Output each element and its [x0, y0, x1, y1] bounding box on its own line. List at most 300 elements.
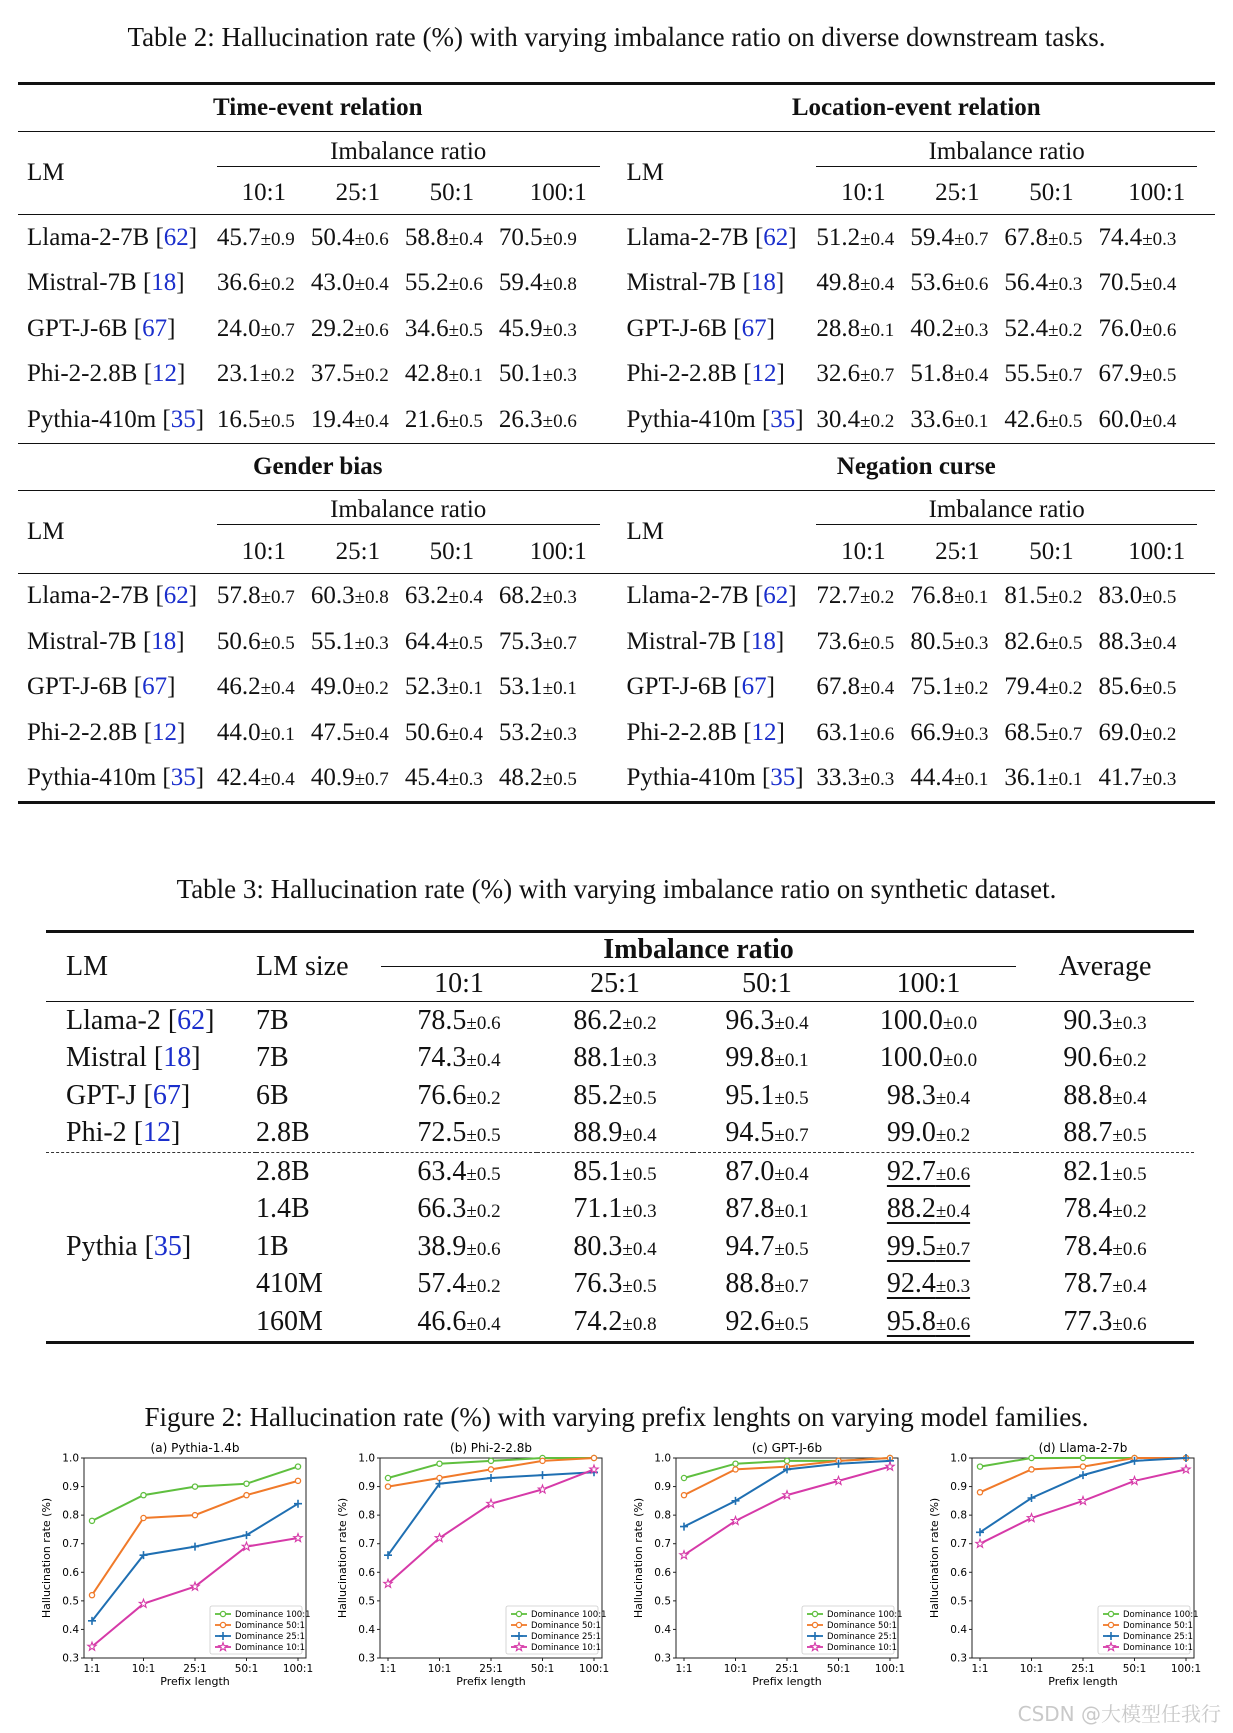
value-std: ±0.5 [1142, 365, 1177, 387]
value [725, 1231, 808, 1262]
value-mean: 24.0 [216, 314, 261, 342]
data-point [681, 1493, 686, 1498]
value-std: ±0.9 [260, 228, 295, 250]
ratio-header: 50:1 [429, 179, 475, 206]
table-row [46, 1115, 1194, 1153]
value-mean: 29.2 [310, 314, 355, 342]
value-mean: 76.8 [910, 582, 955, 610]
value-std: ±0.4 [466, 1050, 501, 1072]
citation-link[interactable]: 12 [143, 1117, 172, 1149]
legend-label: Dominance 100:1 [1123, 1610, 1199, 1620]
value-mean: 99.0 [886, 1117, 936, 1149]
value [573, 1306, 656, 1337]
citation-link[interactable]: 62 [763, 582, 789, 610]
x-tick-label: 50:1 [826, 1663, 851, 1675]
value-mean: 98.3 [886, 1079, 936, 1111]
value-std: ±0.3 [954, 319, 989, 341]
value-cell [217, 573, 311, 619]
value-std: ±0.0 [942, 1012, 978, 1034]
value-cell [693, 1077, 841, 1115]
value-std: ±0.2 [1048, 587, 1083, 609]
model-cell: Llama-2-7B [62] [618, 215, 817, 261]
data-point [244, 1493, 249, 1498]
value-mean: 63.4 [417, 1155, 467, 1187]
value-cell [311, 756, 405, 803]
value [573, 1080, 656, 1111]
value [725, 1156, 808, 1187]
value-mean: 53.6 [910, 269, 955, 297]
model-name: Pythia-410m [626, 405, 756, 433]
value-mean: 64.4 [404, 627, 449, 655]
value [417, 1306, 500, 1337]
table-row [18, 306, 1215, 352]
value-cell [217, 756, 311, 803]
value-cell [217, 665, 311, 711]
value-cell [1004, 710, 1098, 756]
table2 [18, 82, 1215, 804]
value-std: ±0.1 [1048, 769, 1083, 791]
citation-link[interactable]: 18 [163, 1042, 192, 1074]
lm-header: LM [618, 490, 817, 573]
data-point [977, 1490, 982, 1495]
value-cell [910, 261, 1004, 307]
legend-marker [220, 1622, 225, 1627]
average-cell [1016, 1191, 1194, 1229]
citation-link[interactable]: 62 [163, 582, 189, 610]
chart-title: (a) Pythia-1.4b [150, 1441, 240, 1455]
imbalance-ratio-header [816, 490, 1215, 531]
legend-label: Dominance 50:1 [827, 1621, 898, 1631]
value-mean: 71.1 [573, 1193, 623, 1225]
model-name: Mistral-7B [626, 627, 737, 655]
model-name: Llama-2 [66, 1004, 161, 1036]
average-cell [1016, 1040, 1194, 1078]
ratio-header: 10:1 [241, 179, 287, 206]
value-cell [381, 1191, 537, 1229]
table-row [18, 665, 1215, 711]
x-tick-label: 50:1 [530, 1663, 555, 1675]
y-tick-label: 0.7 [62, 1538, 79, 1551]
value-std: ±0.3 [622, 1050, 657, 1072]
data-point [1182, 1465, 1190, 1473]
value-std: ±0.4 [1142, 632, 1177, 654]
value-mean: 30.4 [816, 405, 861, 433]
data-point [1029, 1455, 1034, 1460]
value-std: ±0.5 [622, 1087, 657, 1109]
data-point [1080, 1464, 1085, 1469]
legend-label: Dominance 50:1 [235, 1621, 306, 1631]
citation-link[interactable]: 35 [770, 405, 796, 433]
value [573, 1156, 656, 1187]
citation-link[interactable]: 18 [151, 269, 177, 297]
value-mean: 50.6 [404, 718, 449, 746]
value-cell [499, 306, 618, 352]
table-row [18, 352, 1215, 398]
value-cell [841, 1266, 1016, 1304]
data-point [385, 1475, 390, 1480]
x-axis-label: Prefix length [160, 1675, 230, 1688]
x-tick-label: 10:1 [131, 1663, 156, 1675]
value-mean: 82.6 [1004, 627, 1049, 655]
legend-marker [812, 1611, 817, 1616]
value-std: ±0.2 [466, 1276, 501, 1298]
value-cell [693, 1266, 841, 1304]
value-cell [217, 215, 311, 261]
value-mean: 88.2 [886, 1193, 936, 1225]
legend-label: Dominance 10:1 [531, 1643, 602, 1653]
citation-link[interactable]: 67 [152, 1079, 181, 1111]
citation-link[interactable]: 12 [751, 360, 777, 388]
value-cell [1098, 352, 1215, 398]
average-cell [1016, 1266, 1194, 1304]
value-std: ±0.8 [354, 587, 389, 609]
lm-size-header: LM size [256, 951, 349, 982]
panel-title: Negation curse [618, 443, 1215, 490]
citation-link[interactable]: 35 [170, 405, 196, 433]
line-chart-4 [910, 1440, 1210, 1690]
model-cell: Phi-2-2.8B [12] [626, 360, 785, 388]
value-std: ±0.5 [448, 319, 483, 341]
data-point [295, 1478, 300, 1483]
model-size: 2.8B [256, 1153, 381, 1191]
legend-label: Dominance 100:1 [531, 1610, 607, 1620]
legend-label: Dominance 100:1 [827, 1610, 903, 1620]
model-cell: Llama-2-7B [62] [618, 573, 817, 619]
model-name: GPT-J-6B [27, 314, 128, 342]
citation-link[interactable]: 62 [177, 1004, 206, 1036]
model-cell: Phi-2 [12] [66, 1117, 181, 1149]
chart-title: (b) Phi-2-2.8b [450, 1441, 532, 1455]
table-row [18, 756, 1215, 803]
data-point [976, 1539, 984, 1547]
value-mean: 100.0 [879, 1042, 943, 1074]
value [417, 1005, 500, 1036]
value-std: ±0.3 [860, 769, 895, 791]
value-cell [1004, 261, 1098, 307]
line-chart-3 [614, 1440, 914, 1690]
ratio-header: 50:1 [1029, 179, 1074, 206]
value-mean: 70.5 [1098, 269, 1143, 297]
value-std: ±0.4 [448, 228, 483, 250]
value-std: ±0.2 [1142, 723, 1177, 745]
value-cell [1098, 710, 1215, 756]
model-cell: Mistral-7B [18] [626, 627, 785, 655]
series-dominance-10-1 [384, 1465, 598, 1587]
value-cell [499, 573, 618, 619]
x-tick-label: 1:1 [83, 1663, 101, 1675]
value-cell [1004, 573, 1098, 619]
legend-label: Dominance 100:1 [235, 1610, 311, 1620]
value-cell [499, 215, 618, 261]
value-mean: 74.2 [573, 1305, 623, 1337]
value-cell [910, 756, 1004, 803]
value-cell [1098, 215, 1215, 261]
model-name: Pythia-410m [27, 405, 157, 433]
value-cell [381, 1266, 537, 1304]
value-mean: 23.1 [216, 360, 261, 388]
value-std: ±0.2 [1048, 678, 1083, 700]
legend-label: Dominance 50:1 [531, 1621, 602, 1631]
citation-link[interactable]: 12 [751, 718, 777, 746]
value-std: ±0.3 [954, 723, 989, 745]
lm-header: LM [18, 490, 217, 573]
value-std: ±0.2 [935, 1125, 971, 1147]
data-point [488, 1458, 493, 1463]
value-cell [910, 710, 1004, 756]
value-std: ±0.4 [1142, 410, 1177, 432]
value-mean: 40.2 [910, 314, 955, 342]
table-row [46, 1153, 1194, 1191]
value-std: ±0.4 [466, 1313, 501, 1335]
citation-link[interactable]: 62 [163, 223, 189, 251]
data-point [244, 1481, 249, 1486]
ratio-header: 10:1 [841, 179, 886, 206]
table-row [18, 261, 1215, 307]
value-mean: 100.0 [879, 1004, 943, 1036]
value-mean: 57.4 [417, 1268, 467, 1300]
value-std: ±0.6 [448, 274, 483, 296]
model-cell: Pythia [35] [46, 1153, 256, 1343]
citation-link[interactable]: 67 [142, 314, 168, 342]
value-cell [537, 1115, 693, 1153]
table-row [18, 573, 1215, 619]
value-std: ±0.5 [1112, 1125, 1147, 1147]
average-cell [1016, 1077, 1194, 1115]
value-mean: 80.5 [910, 627, 955, 655]
value-std: ±0.8 [542, 274, 577, 296]
chart-svg [910, 1440, 1210, 1690]
average-header: Average [1058, 951, 1152, 982]
series-line [92, 1504, 298, 1621]
y-tick-label: 0.4 [358, 1623, 375, 1636]
value [725, 1268, 808, 1299]
value-std: ±0.1 [448, 678, 483, 700]
model-cell: Mistral-7B [18] [27, 627, 185, 655]
value-std: ±0.7 [935, 1238, 971, 1260]
value-mean: 83.0 [1098, 582, 1143, 610]
value-mean: 60.0 [1098, 405, 1143, 433]
value-cell [499, 352, 618, 398]
value-std: ±0.2 [1048, 319, 1083, 341]
citation-link[interactable]: 62 [763, 223, 789, 251]
legend [210, 1606, 310, 1654]
model-name: Phi-2 [66, 1117, 127, 1149]
model-name: Llama-2-7B [27, 223, 150, 251]
value-cell [816, 665, 910, 711]
value-mean: 33.6 [910, 405, 955, 433]
value-std: ±0.3 [448, 769, 483, 791]
value-std: ±0.5 [260, 410, 295, 432]
value-std: ±0.2 [260, 274, 295, 296]
value-mean: 68.2 [498, 582, 543, 610]
value-mean: 34.6 [404, 314, 449, 342]
data-point [89, 1518, 94, 1523]
chart-svg [22, 1440, 322, 1690]
value-mean: 28.8 [816, 314, 861, 342]
value-std: ±0.6 [954, 274, 989, 296]
value-std: ±0.5 [466, 1163, 501, 1185]
data-point [1130, 1476, 1138, 1484]
value-mean: 49.0 [310, 673, 355, 701]
model-size: 160M [256, 1303, 381, 1342]
data-point [437, 1461, 442, 1466]
value-std: ±0.5 [1048, 228, 1083, 250]
figure2-caption: Figure 2: Hallucination rate (%) with varying prefix lenghts on varying model families. [144, 1402, 1089, 1432]
value-mean: 72.7 [816, 582, 861, 610]
value-mean: 44.0 [216, 718, 261, 746]
value-mean: 67.9 [1098, 360, 1143, 388]
x-tick-label: 1:1 [971, 1663, 989, 1675]
value-std: ±0.4 [260, 678, 295, 700]
imbalance-ratio-header [217, 132, 618, 173]
value-mean: 87.8 [725, 1193, 775, 1225]
table-row [46, 1002, 1194, 1040]
value-mean: 67.8 [816, 673, 861, 701]
citation-link[interactable]: 67 [142, 673, 168, 701]
value-cell [1004, 215, 1098, 261]
model-name: Phi-2-2.8B [626, 718, 737, 746]
value-cell [816, 306, 910, 352]
value-cell [405, 665, 499, 711]
value-cell [537, 1228, 693, 1266]
model-cell: GPT-J-6B [67] [27, 314, 176, 342]
value-mean: 67.8 [1004, 223, 1049, 251]
value-cell [311, 352, 405, 398]
value-std: ±0.1 [954, 410, 989, 432]
model-name: Llama-2-7B [626, 582, 749, 610]
value-mean: 76.3 [573, 1268, 623, 1300]
imbalance-ratio-label: Imbalance ratio [381, 934, 1016, 967]
imbalance-underline: Imbalance ratio [217, 496, 600, 525]
model-cell: Mistral-7B [18] [27, 269, 185, 297]
value-cell [1098, 619, 1215, 665]
y-tick-label: 1.0 [62, 1452, 79, 1465]
model-name: Pythia [66, 1230, 138, 1262]
ratio-header: 50:1 [742, 968, 792, 999]
value-std: ±0.5 [1142, 678, 1177, 700]
citation-link[interactable]: 18 [151, 627, 177, 655]
citation-link[interactable]: 35 [153, 1230, 182, 1262]
value-std: ±0.3 [954, 632, 989, 654]
ratio-header: 10:1 [241, 537, 287, 565]
x-tick-label: 10:1 [723, 1663, 748, 1675]
model-size: 7B [256, 1002, 381, 1040]
value-mean: 43.0 [310, 269, 355, 297]
value-mean: 78.4 [1063, 1193, 1113, 1225]
citation-link[interactable]: 67 [741, 673, 767, 701]
value-cell [910, 619, 1004, 665]
table3 [46, 930, 1194, 1344]
value-std: ±0.5 [466, 1125, 501, 1147]
value-std: ±0.6 [860, 723, 895, 745]
value-std: ±0.4 [354, 723, 389, 745]
value-cell [1004, 756, 1098, 803]
ratio-header: 100:1 [896, 968, 961, 999]
value-mean: 55.2 [404, 269, 449, 297]
value-cell [841, 1191, 1016, 1229]
lm-header: LM [66, 951, 108, 982]
value [573, 1005, 656, 1036]
y-tick-label: 0.3 [62, 1652, 79, 1665]
value-std: ±0.4 [1142, 274, 1177, 296]
citation-link[interactable]: 67 [741, 314, 767, 342]
value-std: ±0.6 [1112, 1313, 1147, 1335]
table-row [18, 397, 1215, 443]
value-std: ±0.3 [1112, 1012, 1147, 1034]
citation-link[interactable]: 12 [152, 360, 178, 388]
legend-label: Dominance 10:1 [235, 1643, 306, 1653]
value-std: ±0.1 [774, 1201, 809, 1223]
value-std: ±0.7 [542, 632, 577, 654]
y-tick-label: 0.9 [62, 1481, 79, 1494]
citation-link[interactable]: 18 [750, 627, 776, 655]
value [887, 1268, 970, 1299]
value-std: ±0.6 [1142, 319, 1177, 341]
citation-link[interactable]: 35 [170, 764, 196, 792]
value-cell [910, 215, 1004, 261]
value-mean: 47.5 [310, 718, 355, 746]
value-cell [405, 352, 499, 398]
model-name: Mistral-7B [27, 269, 137, 297]
value-cell [841, 1153, 1016, 1191]
ratio-header: 100:1 [529, 179, 587, 206]
value-mean: 36.6 [216, 269, 261, 297]
value-cell [816, 619, 910, 665]
value-std: ±0.6 [466, 1238, 501, 1260]
value [887, 1193, 970, 1224]
value-cell [405, 573, 499, 619]
value-mean: 59.4 [910, 223, 955, 251]
value-std: ±0.7 [1048, 365, 1083, 387]
model-name: Llama-2-7B [626, 223, 749, 251]
x-tick-label: 100:1 [578, 1663, 610, 1675]
value-mean: 41.7 [1098, 764, 1143, 792]
x-tick-label: 100:1 [282, 1663, 314, 1675]
value-std: ±0.1 [774, 1050, 809, 1072]
value-std: ±0.3 [542, 365, 577, 387]
value-std: ±0.2 [466, 1201, 501, 1223]
x-tick-label: 25:1 [775, 1663, 799, 1675]
value-mean: 75.3 [498, 627, 543, 655]
value-cell [405, 261, 499, 307]
y-axis-label: Hallucination rate (%) [40, 1497, 53, 1619]
legend-label: Dominance 25:1 [531, 1632, 602, 1642]
value-std: ±0.5 [1048, 632, 1083, 654]
value-cell [217, 352, 311, 398]
value-std: ±0.3 [1048, 274, 1083, 296]
x-tick-label: 25:1 [479, 1663, 503, 1675]
value-std: ±0.4 [354, 274, 389, 296]
value-cell [816, 352, 910, 398]
value-mean: 87.0 [725, 1155, 775, 1187]
value [417, 1231, 500, 1262]
value-mean: 99.8 [725, 1042, 775, 1074]
citation-link[interactable]: 18 [750, 269, 776, 297]
citation-link[interactable]: 12 [152, 718, 178, 746]
citation-link[interactable]: 35 [770, 764, 796, 792]
y-axis-label: Hallucination rate (%) [336, 1497, 349, 1619]
panel-title: Location-event relation [618, 84, 1215, 132]
series-line [92, 1481, 298, 1595]
legend-marker [516, 1622, 521, 1627]
value-std: ±0.4 [774, 1163, 809, 1185]
y-tick-label: 0.8 [654, 1509, 671, 1522]
data-point [192, 1513, 197, 1518]
model-name: GPT-J [66, 1079, 137, 1111]
value-mean: 63.2 [404, 582, 449, 610]
value-cell [816, 261, 910, 307]
value-mean: 85.1 [573, 1155, 623, 1187]
